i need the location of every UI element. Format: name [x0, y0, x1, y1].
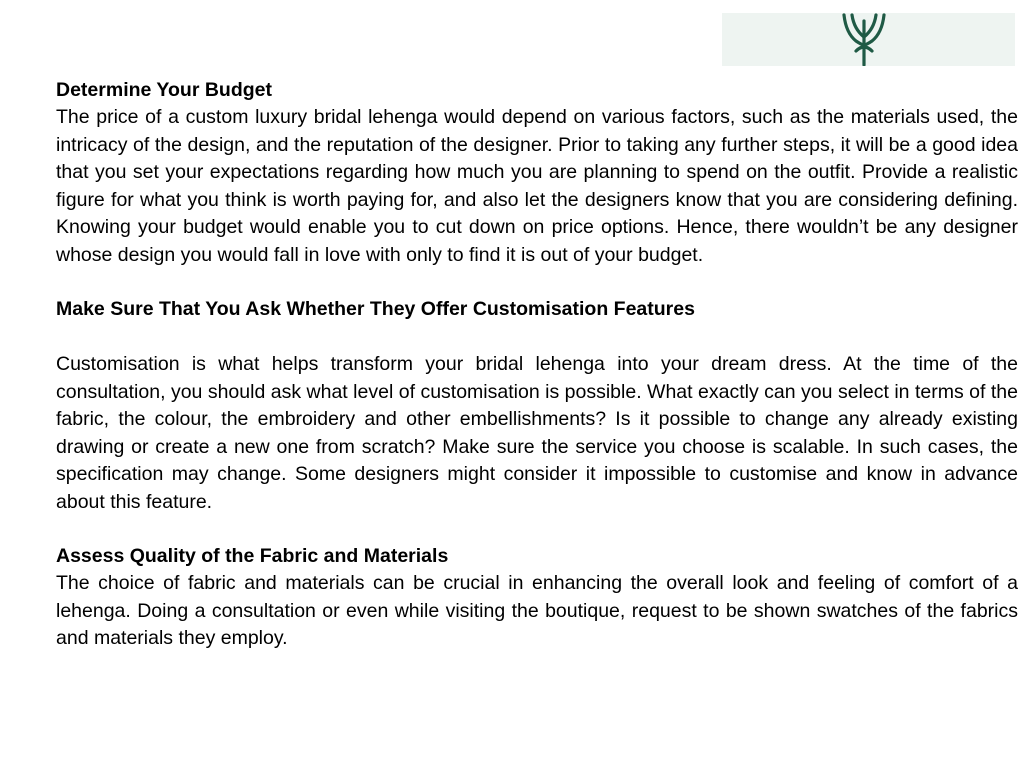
section-heading-customisation: Make Sure That You Ask Whether They Offer Customisation Features: [56, 298, 695, 320]
section-body-customisation: Customisation is what helps transform your bridal lehenga into your dream dress. At the time of the consultation, you should ask what level of customisation is possible. What exactly can you select in terms of the fabric, the colour, the embroidery and other embellishments? Is it possible to change any already existing drawing or create a new one from scratch? Make sure the service you choose is scalable. In such cases, the specification may change. Some designers might consider it impossible to customise and know in advance about this feature.: [56, 353, 1018, 513]
trident-monogram-logo-icon: [834, 13, 894, 66]
section-body-budget: The price of a custom luxury bridal lehenga would depend on various factors, such as the materials used, the intricacy of the design, and the reputation of the designer. Prior to taking any further steps, it will be a good idea that you set your expectations regarding how much you are planning to spend on the outfit. Provide a realistic figure for what you think is worth paying for, and also let the designers know that you are considering defining. Knowing your budget would enable you to cut down on price options. Hence, there wouldn’t be any designer whose design you would fall in love with only to find it is out of your budget.: [56, 106, 1018, 266]
section-heading-fabric: Assess Quality of the Fabric and Materials: [56, 545, 449, 567]
section-heading-budget: Determine Your Budget: [56, 79, 272, 101]
section-body-fabric: The choice of fabric and materials can be crucial in enhancing the overall look and feeling of comfort of a lehenga. Doing a consultation or even while visiting the boutique, request to be shown swatches of the fabrics and materials they employ.: [56, 572, 1018, 649]
article-content: [56, 77, 1018, 653]
brand-logo-box: [722, 13, 1015, 66]
